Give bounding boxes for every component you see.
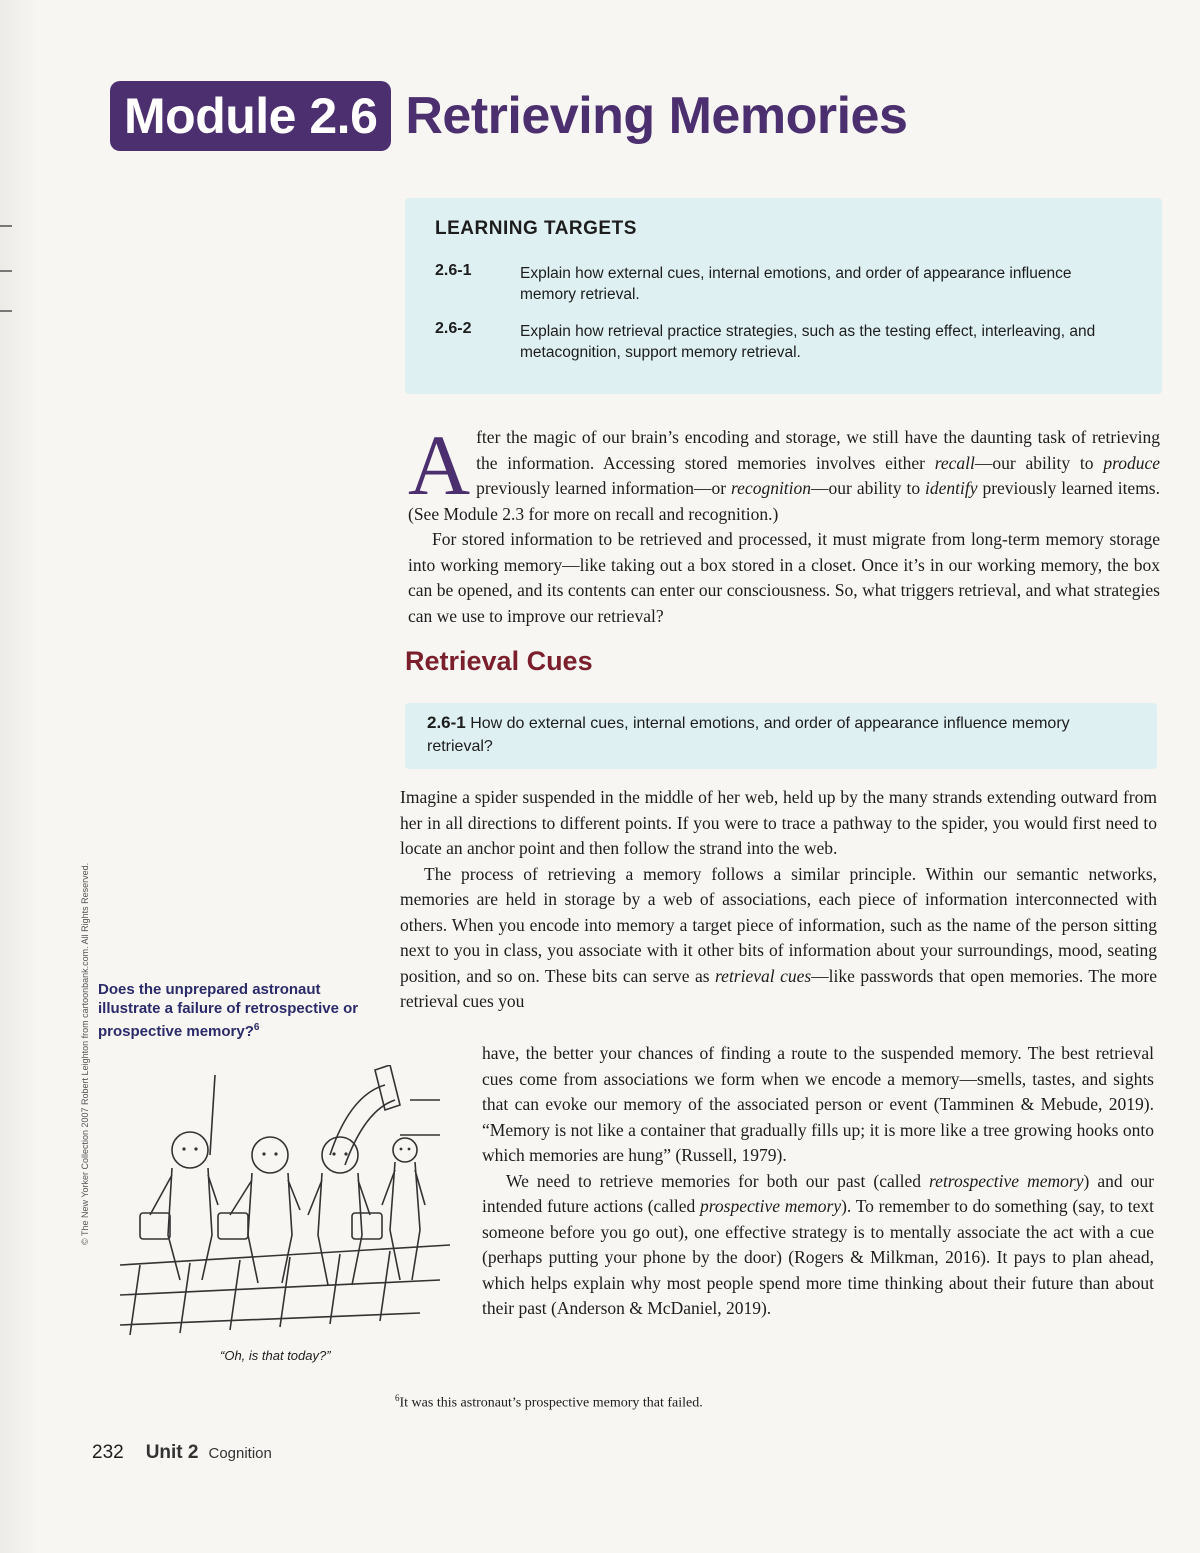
target-number: 2.6-1 (435, 262, 472, 279)
body-paragraph: Imagine a spider suspended in the middle of her web, held up by the many strands extending outward from her in all directions to different points. If you were to trace a pathway to the spider, you would first need to locate an anchor point and then follow the strand into the web. (400, 787, 1157, 858)
question-text: 2.6-1 How do external cues, internal emotions, and order of appearance influence memory retrieval? (427, 713, 1070, 755)
body-paragraph: have, the better your chances of finding a route to the suspended memory. The best retrieval cues come from associations we form when we encode a memory—smells, tastes, and sights that can evoke our memory of the associated person or event (Tamminen & Mebude, 2019). “Memory is not like a container that gradually fills up; it is more like a tree growing hooks onto which memories are hung” (Russell, 1979). (482, 1043, 1154, 1165)
body-text-narrow (482, 1041, 1154, 1322)
target-number: 2.6-2 (435, 320, 472, 337)
section-heading: Retrieval Cues (405, 646, 593, 676)
page-title: Retrieving Memories (405, 87, 908, 145)
page-number: 232 (92, 1442, 124, 1463)
target-text: Explain how retrieval practice strategies, such as the testing effect, interleaving, and metacognition, support memory retrieval. (520, 323, 1096, 361)
module-title (110, 76, 907, 156)
unit-label: Unit 2 (145, 1442, 199, 1463)
unit-name: Cognition (208, 1445, 272, 1462)
margin-mark (0, 225, 12, 227)
module-badge: Module 2.6 (110, 81, 391, 151)
page-footer (92, 1442, 272, 1464)
term-recall: recall (934, 452, 975, 473)
astronaut-cartoon (120, 1065, 450, 1355)
term-retrospective-memory: retrospective memory (929, 1170, 1084, 1191)
body-paragraph: We need to retrieve memories for both our past (called retrospective memory) and our intended future actions (called prospective memory). To remember to do something (say, to text someone before you go out), one effective strategy is to mentally associate the act with a cue (perhaps putting your phone by the door) (Rogers & Milkman, 2016). It pays to plan ahead, which helps explain why most people spend more time thinking about their future than about their past (Anderson & McDaniel, 2019). (482, 1170, 1155, 1318)
term-retrieval-cues: retrieval cues (715, 965, 812, 986)
margin-mark (0, 270, 12, 272)
cartoon-caption: “Oh, is that today?” (220, 1348, 331, 1363)
body-paragraph: The process of retrieving a memory follows a similar principle. Within our semantic networks, memories are held in storage by a web of associations, each piece of information interconnected with others. When you encode into memory a target piece of information, such as the name of the person sitting next to you in class, you associate with it other bits of information about your surroundings, mood, seating position, and so on. These bits can serve as retrieval cues—like passwords that open memories. The more retrieval cues you (400, 863, 1157, 1011)
target-text: Explain how external cues, internal emotions, and order of appearance influence memory retrieval. (520, 265, 1072, 303)
intro-text: After the magic of our brain’s encoding and storage, we still have the daunting task of retrieving the information. Accessing stored memories involves either recall—our ability to produce previously learned information—or recognition—our ability to identify previously learned items. (See Module 2.3 for more on recall and recognition.) For stored information to be retrieved and processed, it must migrate from long-term memory storage into working memory—like taking out a box stored in a closet. Once it’s in our working memory, the box can be opened, and its contents can enter our consciousness. So, what triggers retrieval, and what strategies can we use to improve our retrieval? (408, 425, 1160, 629)
term-recognition: recognition (731, 478, 812, 498)
drop-cap: A (408, 417, 471, 513)
learning-targets-heading: LEARNING TARGETS (435, 218, 637, 239)
cartoon-credit: © The New Yorker Collection 2007 Robert Leighton from cartoonbank.com. All Rights Reserved. (80, 862, 90, 1245)
figure-caption: Does the unprepared astronaut illustrate a failure of retrospective or prospective memory?$^6$ (98, 981, 359, 1040)
intro-paragraph: For stored information to be retrieved and processed, it must migrate from long-term memory storage into working memory—like taking out a box stored in a closet. Once it’s in our working memory, the box can be opened, and its contents can enter our consciousness. So, what triggers retrieval, and what strategies can we use to improve our retrieval? (408, 529, 1160, 626)
margin-mark (0, 310, 12, 312)
term-prospective-memory: prospective memory (700, 1196, 842, 1216)
page-margin (0, 0, 40, 1553)
footnote: $^6$It was this astronaut’s prospective memory that failed. (395, 1393, 703, 1411)
body-text (400, 785, 1157, 1015)
